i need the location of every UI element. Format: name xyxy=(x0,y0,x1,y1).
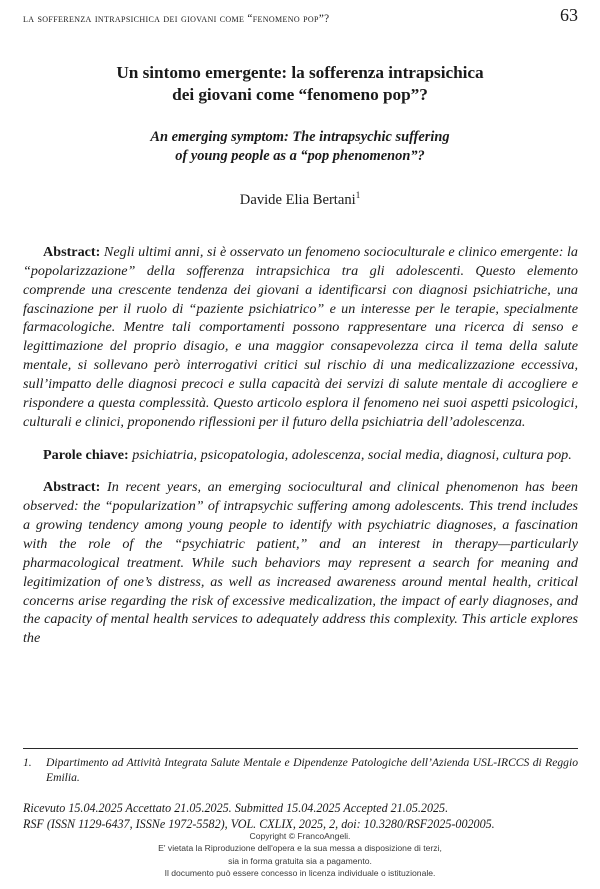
abstract-english-text: In recent years, an emerging sociocultural and clinical phenomenon has been observed: the “popularization” of intrapsychic suffering among adolescents. This trend includes a growing tendency among young people to identify with psychiatric diagnoses, a fascination with the role of the “psychiatric patient,” and an interest in therapy—particularly pharmacological treatment. While such behaviors may represent a search for meaning and legitimization of one’s distress, as well as increased awareness around mental health, critical concerns arise regarding the risk of excessive medicalization, the impact of early diagnoses, and the capacity of mental health services to adequately address this complexity. This article explores the xyxy=(23,479,578,647)
publication-dates: Ricevuto 15.04.2025 Accettato 21.05.2025. Submitted 15.04.2025 Accepted 21.05.2025. xyxy=(23,801,449,815)
abstract-italian xyxy=(23,243,578,432)
publication-citation: RSF (ISSN 1129-6437, ISSNe 1972-5582), VOL. CXLIX, 2025, 2, doi: 10.3280/RSF2025-002005. xyxy=(23,817,495,832)
abstract-italian-text: Negli ultimi anni, si è osservato un fenomeno socioculturale e clinico emergente: la “popolarizzazione” della sofferenza intrapsichica tra gli adolescenti. Questo elemento comprende una crescente tendenza dei giovani a identificarsi con diagnosi psichiatriche, una fascinazione per il ruolo di “paziente psichiatrico” e un interesse per le terapie, specialmente farmacologiche. Mentre tali comportamenti possono rappresentare una ricerca di senso e legittimazione del proprio disagio, e una maggior consapevolezza circa il tema della salute mentale, si sollevano però interrogativi critici sul rischio di una medicalizzazione eccessiva, sull’impatto delle diagnosi precoci e sulla capacità dei servizi di salute mentale di accogliere e rispondere a questa complessità. Questo articolo esplora il fenomeno nei suoi aspetti psicologici, culturali e clinici, proponendo riflessioni per il futuro della psichiatria dell’adolescenza. xyxy=(23,244,578,430)
author-footnote-marker: 1 xyxy=(355,190,361,201)
copyright-line-1: Copyright © FrancoAngeli. xyxy=(249,831,351,841)
copyright-line-2: E' vietata la Riproduzione dell'opera e la sua messa a disposizione di terzi, xyxy=(158,843,442,854)
author-line xyxy=(0,192,600,209)
copyright-line-4: Il documento può essere concesso in licenza individuale o istituzionale. xyxy=(164,868,436,879)
keywords-italian-label: Parole chiave: xyxy=(43,446,129,463)
footnote-text: Dipartimento ad Attività Integrata Salute Mentale e Dipendenze Patologiche dell’Azienda USL-IRCCS di Reggio Emilia. xyxy=(46,756,578,785)
article-title-italian xyxy=(40,62,560,106)
keywords-italian-text: psichiatria, psicopatologia, adolescenza, social media, diagnosi, cultura pop. xyxy=(128,446,572,463)
running-head-title: la sofferenza intrapsichica dei giovani come “fenomeno pop”? xyxy=(23,13,330,25)
copyright-line-3: sia in forma gratuita sia a pagamento. xyxy=(228,855,372,866)
keywords-italian xyxy=(23,446,578,465)
running-head xyxy=(23,5,578,33)
abstract-italian-label: Abstract: xyxy=(43,244,101,260)
abstract-english-label: Abstract: xyxy=(43,479,101,496)
copyright-notice xyxy=(0,830,600,880)
article-title-english xyxy=(40,128,560,165)
publication-info xyxy=(23,800,583,833)
page-number: 63 xyxy=(560,5,578,25)
author-name: Davide Elia Bertani xyxy=(239,192,356,208)
footnote-1 xyxy=(23,755,578,785)
footnote-number: 1. xyxy=(23,756,32,769)
article-title-italian-line1: Un sintomo emergente: la sofferenza intrapsichica xyxy=(116,63,484,82)
title-block xyxy=(40,62,560,166)
footnote-separator-rule xyxy=(23,748,578,749)
abstract-column xyxy=(23,243,578,648)
article-title-english-line2: of young people as a “pop phenomenon”? xyxy=(175,147,425,164)
article-title-english-line1: An emerging symptom: The intrapsychic suffering xyxy=(150,129,450,146)
abstract-english xyxy=(23,478,578,648)
article-title-italian-line2: dei giovani come “fenomeno pop”? xyxy=(172,85,428,105)
